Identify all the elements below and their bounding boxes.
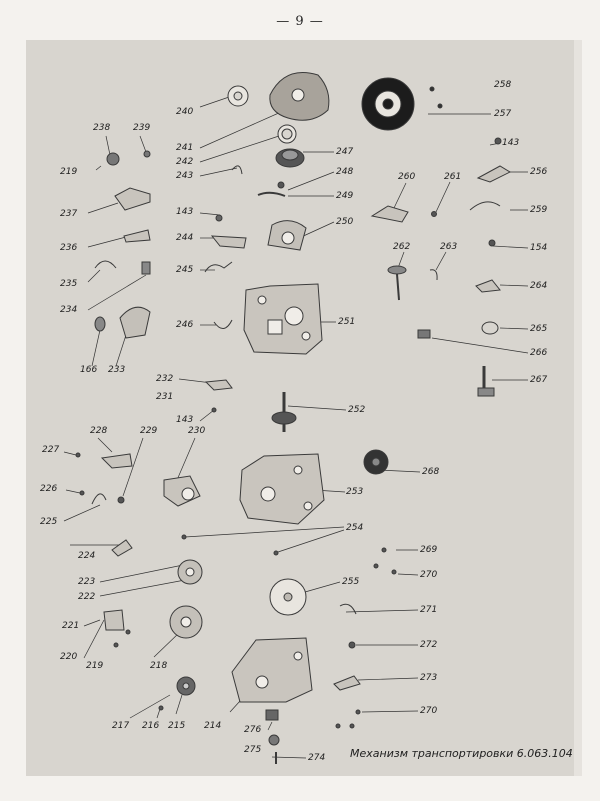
page-number: — 9 — <box>276 14 324 29</box>
part-label-248: 248 <box>336 167 354 177</box>
part-label-154: 154 <box>530 243 548 253</box>
part-label-232: 232 <box>156 374 174 384</box>
part-label-241: 241 <box>176 143 194 153</box>
part-label-215: 215 <box>168 721 186 731</box>
part-label-256: 256 <box>530 167 548 177</box>
part-label-257: 257 <box>494 109 512 119</box>
part-label-267: 267 <box>530 375 548 385</box>
part-label-259: 259 <box>530 205 548 215</box>
part-label-252: 252 <box>348 405 366 415</box>
part-label-222: 222 <box>78 592 96 602</box>
part-label-216: 216 <box>142 721 160 731</box>
part-label-251: 251 <box>338 317 356 327</box>
part-label-275: 275 <box>244 745 262 755</box>
part-label-264: 264 <box>530 281 548 291</box>
part-label-231: 231 <box>156 392 174 402</box>
part-label-223: 223 <box>78 577 96 587</box>
part-label-270-upper: 270 <box>420 570 438 580</box>
part-label-245: 245 <box>176 265 194 275</box>
part-label-229: 229 <box>140 426 158 436</box>
part-label-268: 268 <box>422 467 440 477</box>
part-label-214: 214 <box>204 721 222 731</box>
part-label-263: 263 <box>440 242 458 252</box>
part-label-235: 235 <box>60 279 78 289</box>
part-label-236: 236 <box>60 243 78 253</box>
part-label-228: 228 <box>90 426 108 436</box>
part-label-273: 273 <box>420 673 438 683</box>
part-label-269: 269 <box>420 545 438 555</box>
part-label-276: 276 <box>244 725 262 735</box>
part-label-262: 262 <box>393 242 411 252</box>
part-label-249: 249 <box>336 191 354 201</box>
part-label-243: 243 <box>176 171 194 181</box>
part-label-219-top: 219 <box>60 167 78 177</box>
part-label-217: 217 <box>112 721 130 731</box>
part-label-271: 271 <box>420 605 438 615</box>
part-label-234: 234 <box>60 305 78 315</box>
part-label-219-low: 219 <box>86 661 104 671</box>
part-label-265: 265 <box>530 324 548 334</box>
part-label-221: 221 <box>62 621 80 631</box>
part-label-230: 230 <box>188 426 206 436</box>
part-label-143-mid: 143 <box>176 207 194 217</box>
part-label-238: 238 <box>93 123 111 133</box>
part-label-258: 258 <box>494 80 512 90</box>
part-label-226: 226 <box>40 484 58 494</box>
figure-caption: Механизм транспортировки 6.063.104 <box>350 747 573 760</box>
part-label-244: 244 <box>176 233 194 243</box>
part-label-246: 246 <box>176 320 194 330</box>
part-label-143-right: 143 <box>502 138 520 148</box>
part-label-266: 266 <box>530 348 548 358</box>
part-label-272: 272 <box>420 640 438 650</box>
part-label-261: 261 <box>444 172 462 182</box>
part-label-247: 247 <box>336 147 354 157</box>
part-label-274: 274 <box>308 753 326 763</box>
part-label-255: 255 <box>342 577 360 587</box>
part-label-242: 242 <box>176 157 194 167</box>
part-label-239: 239 <box>133 123 151 133</box>
part-label-227: 227 <box>42 445 60 455</box>
part-label-225: 225 <box>40 517 58 527</box>
part-label-250: 250 <box>336 217 354 227</box>
part-label-270-lower: 270 <box>420 706 438 716</box>
part-label-224: 224 <box>78 551 96 561</box>
part-label-260: 260 <box>398 172 416 182</box>
part-label-166: 166 <box>80 365 98 375</box>
part-label-220: 220 <box>60 652 78 662</box>
part-label-254: 254 <box>346 523 364 533</box>
part-label-237: 237 <box>60 209 78 219</box>
part-label-253: 253 <box>346 487 364 497</box>
part-label-233: 233 <box>108 365 126 375</box>
part-label-143-low: 143 <box>176 415 194 425</box>
part-label-218: 218 <box>150 661 168 671</box>
part-label-240: 240 <box>176 107 194 117</box>
